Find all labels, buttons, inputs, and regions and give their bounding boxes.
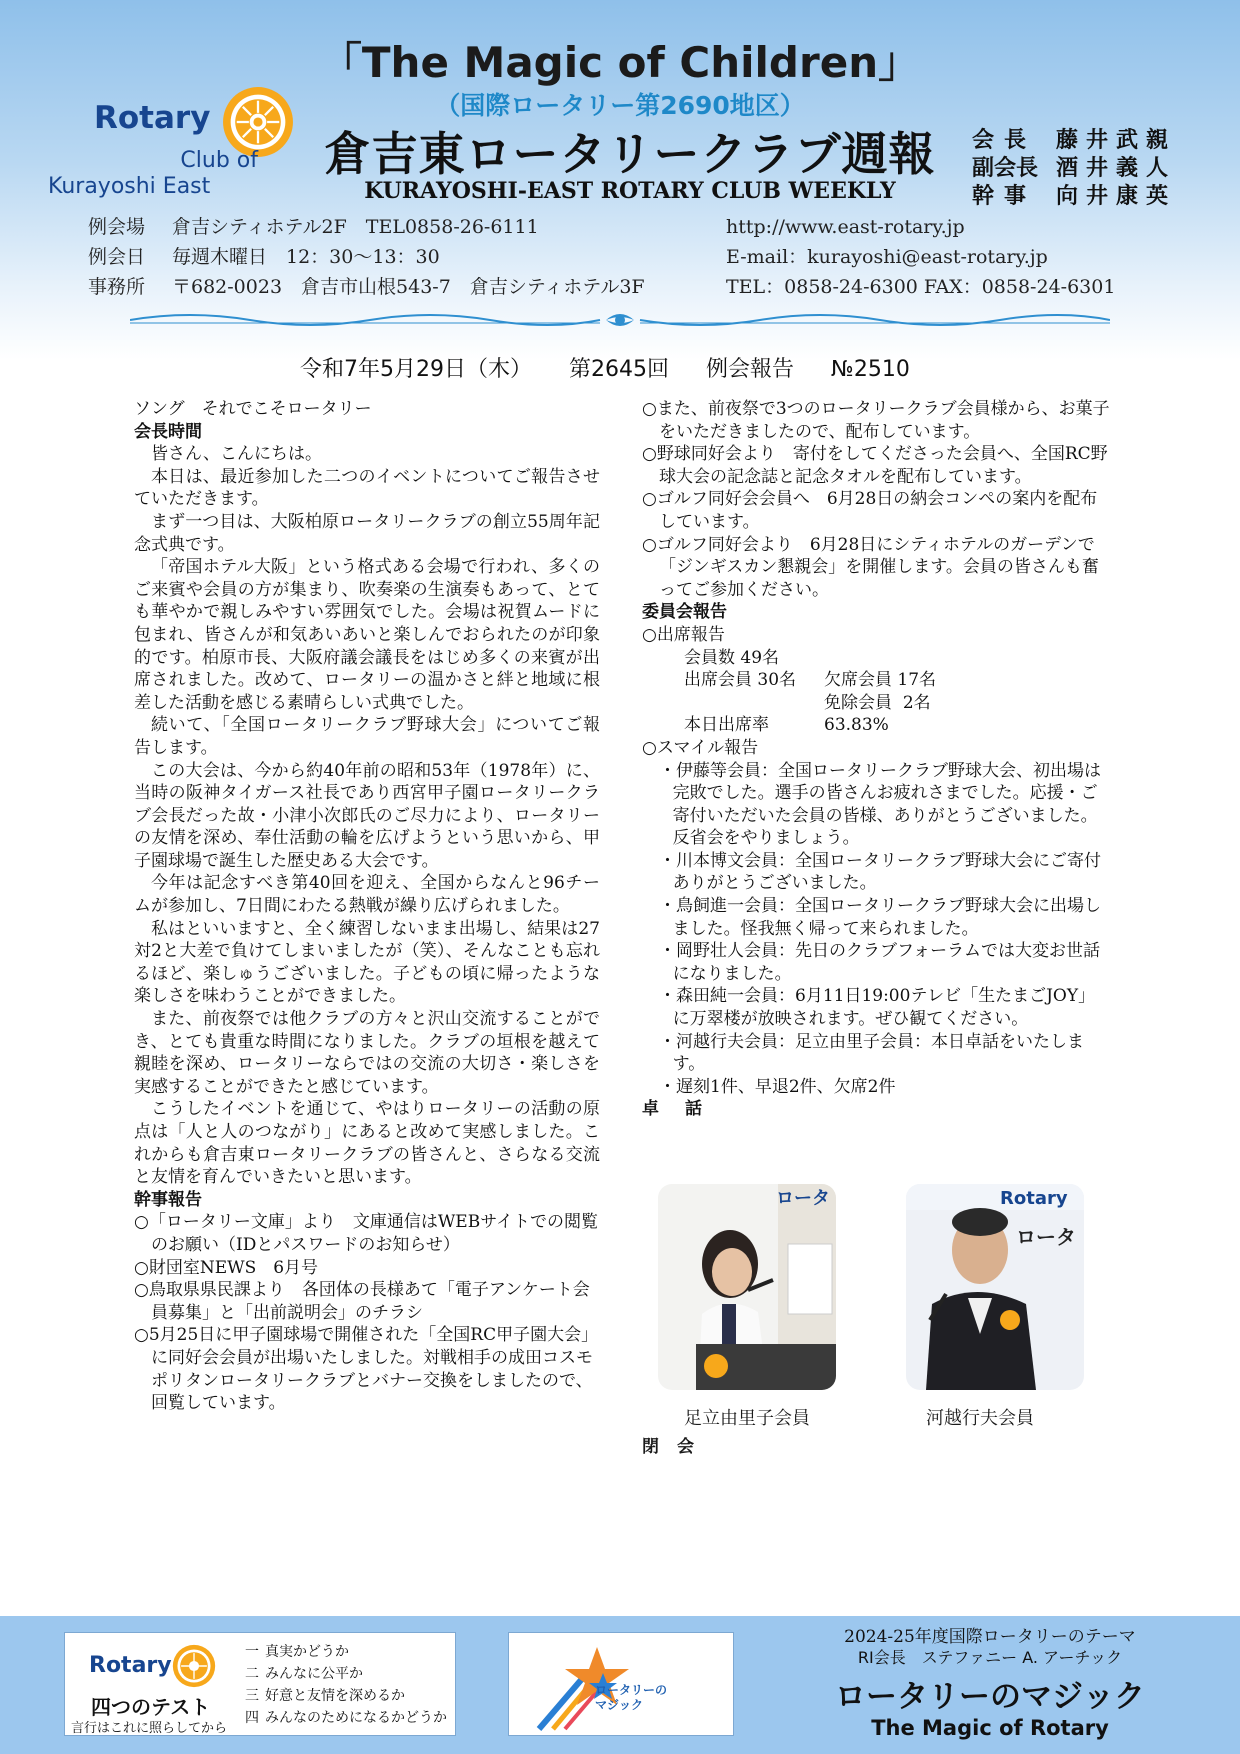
theme-english: The Magic of Rotary [871, 1716, 1109, 1740]
attendance-rate: 63.83% [824, 715, 889, 736]
test-number: 三 [245, 1688, 259, 1704]
report-type: 例会報告 [706, 357, 795, 382]
attendance-label: 免除会員 [824, 692, 892, 713]
officer-role: 会長 [972, 127, 1037, 153]
info-value: 倉吉シティホテル2F TEL0858-26-6111 [172, 216, 539, 238]
secretary-item: ○「ロータリー文庫」より 文庫通信はWEBサイトでの閲覧のお願い（IDとパスワードのお知らせ） [134, 1212, 599, 1255]
president-paragraph: 本日は、最近参加した二つのイベントについてご報告させていただきます。 [134, 466, 600, 510]
officer-name: 藤井武親 [1056, 127, 1177, 153]
email-link[interactable]: E-mail：kurayoshi@east-rotary.jp [726, 246, 1048, 268]
secretary-item: ○鳥取県県民課より 各団体の長様あて「電子アンケート会員募集」と「出前説明会」のチラシ [134, 1280, 590, 1323]
smile-item: ・河越行夫会員：足立由里子会員：本日卓話をいたします。 [659, 1031, 1084, 1075]
info-value: 毎週木曜日 12：30～13：30 [172, 246, 440, 268]
closing-label: 閉会 [642, 1437, 712, 1457]
attendance-value: 2名 [902, 692, 931, 713]
president-paragraph: また、前夜祭では他クラブの方々と沢山交流することができ、とても貴重な時間になりました。クラブの垣根を越えて親睦を深め、ロータリーならではの交流の大切さ・楽しさを実感することができたと感じています。 [134, 1009, 600, 1097]
info-value: 〒682-0023 倉吉市山根543-7 倉吉シティホテル3F [172, 276, 645, 298]
attendance-value: 17名 [897, 670, 937, 691]
speaker-photo-kawagoe [906, 1184, 1084, 1390]
secretary-item: ○また、前夜祭で3つのロータリークラブ会員様から、お菓子をいただきましたので、配布しています。 [642, 399, 1110, 442]
four-test-item [245, 1685, 447, 1707]
officer-name: 酒井義人 [1056, 155, 1177, 181]
committee-heading: 委員会報告 [642, 602, 727, 623]
attendance-row [642, 714, 1112, 737]
attendance-row [642, 647, 1112, 670]
president-paragraph: 続いて、「全国ロータリークラブ野球大会」についてご報告します。 [134, 715, 600, 758]
officer-role: 副会長 [972, 155, 1039, 181]
report-heading [300, 352, 940, 383]
four-test-item [245, 1663, 447, 1685]
phone-fax: TEL：0858-24-6300 FAX：0858-24-6301 [726, 276, 1116, 298]
theme-title: 「The Magic of Children」 [319, 38, 921, 87]
attendance-value: 49名 [740, 647, 780, 668]
smile-item: ・森田純一会員：6月11日19:00テレビ「生たまごJOY」に万翠楼が放映されます。ぜひ観てください。 [659, 986, 1096, 1030]
test-text: みんなのためになるかどうか [265, 1710, 447, 1726]
magic-logo-text: ロータリーの マジック [595, 1683, 668, 1712]
club-subtitle: KURAYOSHI-EAST ROTARY CLUB WEEKLY [364, 178, 896, 204]
ornamental-divider [130, 308, 1110, 332]
info-row [88, 212, 645, 242]
attendance-row [642, 669, 1112, 692]
info-label: 事務所 [88, 276, 146, 298]
smile-item: ・遅刻1件、早退2件、欠席2件 [659, 1076, 896, 1097]
song-line: ソング それでこそロータリー [134, 399, 372, 419]
four-test-list [245, 1641, 447, 1729]
officer-row [972, 154, 1176, 182]
officer-row [972, 126, 1176, 154]
four-test-title: 四つのテスト [91, 1695, 211, 1719]
smile-item: ・鳥飼進一会員：全国ロータリークラブ野球大会に出場しました。怪我無く帰って来られました。 [659, 896, 1101, 939]
secretary-item: ○財団室NEWS 6月号 [134, 1257, 319, 1278]
meeting-number: 第2645回 [569, 357, 669, 382]
four-test-item [245, 1641, 447, 1663]
ri-theme [760, 1626, 1220, 1740]
secretary-heading: 幹事報告 [134, 1189, 202, 1210]
secretary-item: ○ゴルフ同好会より 6月28日にシティホテルのガーデンで「ジンギスカン懇親会」を開催します。会員の皆さんも奮ってご参加ください。 [642, 534, 1099, 600]
president-paragraph: 皆さん、こんにちは。 [151, 444, 323, 465]
smile-heading: ○スマイル報告 [642, 737, 759, 758]
president-paragraph: 今年は記念すべき第40回を迎え、全国からなんと96チームが参加し、7日間にわたる熱戦が繰り広げられました。 [134, 873, 600, 917]
test-number: 一 [245, 1644, 259, 1660]
smile-item: ・岡野壮人会員：先日のクラブフォーラムでは大変お世話になりました。 [659, 941, 1100, 984]
four-way-test-box [64, 1632, 456, 1736]
officer-row [972, 182, 1176, 210]
attendance-label: 会員数 [684, 647, 735, 668]
svg-text:Rotary: Rotary [1000, 1188, 1068, 1209]
magic-of-rotary-logo-box [508, 1632, 734, 1736]
report-date: 令和7年5月29日（木） [300, 357, 532, 382]
svg-text:ロータ: ロータ [1016, 1225, 1076, 1249]
info-row [88, 242, 645, 272]
talk-heading: 卓話 [642, 1099, 728, 1120]
officer-name: 向井康英 [1056, 183, 1177, 209]
left-column [134, 398, 600, 1415]
club-title: 倉吉東ロータリークラブ週報 [324, 127, 936, 181]
secretary-item: ○5月25日に甲子園球場で開催された「全国RC甲子園大会」に同好会会員が出場いたしました。対戦相手の成田コスモポリタンロータリークラブとバナー交換をしましたので、回覧しています。 [134, 1325, 599, 1414]
svg-text:ロータ: ロータ [776, 1188, 830, 1209]
officers-list [972, 126, 1176, 210]
rotary-wheel-icon [171, 1643, 217, 1689]
officer-role: 幹事 [972, 183, 1037, 209]
logo-club-name: Kurayoshi East [48, 174, 211, 199]
theme-year-line: 2024-25年度国際ロータリーのテーマ [844, 1627, 1136, 1647]
photo-caption: 河越行夫会員 [926, 1408, 1034, 1429]
theme-japanese: ロータリーのマジック [835, 1679, 1145, 1715]
test-text: 真実かどうか [265, 1644, 349, 1660]
speaker-photo-adachi [658, 1184, 836, 1390]
president-paragraph: まず一つ目は、大阪柏原ロータリークラブの創立55周年記念式典です。 [134, 511, 600, 555]
info-row [88, 272, 645, 302]
attendance-heading: ○出席報告 [642, 624, 725, 645]
meeting-info [88, 212, 645, 302]
rotary-wordmark: Rotary [94, 100, 211, 136]
attendance-label: 出席会員 [684, 670, 752, 691]
photo-caption: 足立由里子会員 [684, 1408, 810, 1429]
district-label: （国際ロータリー第2690地区） [435, 91, 805, 120]
rotary-club-logo [48, 84, 308, 204]
four-test-subtitle: 言行はこれに照らしてから [71, 1721, 228, 1736]
attendance-label: 欠席会員 [824, 670, 892, 691]
ri-president-line: RI会長 ステファニー A. アーチック [857, 1648, 1123, 1667]
report-number: №2510 [831, 357, 910, 382]
president-paragraph: こうしたイベントを通じて、やはりロータリーの活動の原点は「人と人のつながり」にあると改めて実感しました。これからも倉吉東ロータリークラブの皆さんと、さらなる交流と友情を育んでいきたいと思います。 [134, 1099, 600, 1188]
attendance-label: 本日出席率 [684, 715, 769, 736]
test-number: 四 [245, 1710, 259, 1726]
speaker-photos [642, 1180, 1112, 1429]
attendance-value: 30名 [757, 670, 797, 691]
secretary-item: ○野球同好会より 寄付をしてくださった会員へ、全国RC野球大会の記念誌と記念タオルを配布しています。 [642, 444, 1108, 487]
test-number: 二 [245, 1666, 259, 1682]
info-label: 例会場 [88, 216, 146, 238]
right-column [642, 398, 1112, 1121]
test-text: 好意と友情を深めるか [265, 1688, 405, 1704]
president-paragraph: この大会は、今から約40年前の昭和53年（1978年）に、当時の阪神タイガース社長であり西宮甲子園ロータリークラブ会長だった故・小津小次郎氏のご尽力により、ロータリーの友情を深め、奉仕活動の輪を広げようという思いから、甲子園球場で誕生した歴史ある大会です。 [134, 760, 600, 871]
secretary-item: ○ゴルフ同好会会員へ 6月28日の納会コンペの案内を配布しています。 [642, 489, 1098, 532]
president-heading: 会長時間 [134, 421, 202, 442]
president-paragraph: 私はといいますと、全く練習しないまま出場し、結果は27対2と大差で負けてしまいましたが（笑）、そんなことも忘れるほど、楽しゅうございました。子どもの頃に帰ったような楽しさを味わうことができました。 [134, 918, 600, 1007]
attendance-row [642, 692, 1112, 715]
logo-club-of: Club of [180, 148, 258, 173]
test-text: みんなに公平か [265, 1666, 363, 1682]
website-link[interactable]: http://www.east-rotary.jp [726, 216, 965, 238]
four-test-item [245, 1707, 447, 1729]
president-paragraph: 「帝国ホテル大阪」という格式ある会場で行われ、多くのご来賓や会員の方が集まり、吹奏楽の生演奏もあって、とても華やかで親しみやすい雰囲気でした。会場は祝賀ムードに包まれ、皆さんが和気あいあいと楽しんでおられたのが印象的です。柏原市長、大阪府議会議長をはじめ多くの来賓が出席されました。改めて、ロータリーの温かさと絆と地域に根差した活動を感じる素晴らしい式典でした。 [134, 557, 600, 713]
smile-item: ・川本博文会員：全国ロータリークラブ野球大会にご寄付ありがとうございました。 [659, 850, 1101, 894]
smile-item: ・伊藤等会員：全国ロータリークラブ野球大会、初出場は完敗でした。選手の皆さんお疲れさまでした。応援・ご寄付いただいた会員の皆様、ありがとうございました。反省会をやりましょう。 [659, 760, 1101, 849]
info-label: 例会日 [88, 246, 146, 268]
rotary-wordmark: Rotary [89, 1653, 172, 1678]
contact-info [726, 212, 1115, 302]
